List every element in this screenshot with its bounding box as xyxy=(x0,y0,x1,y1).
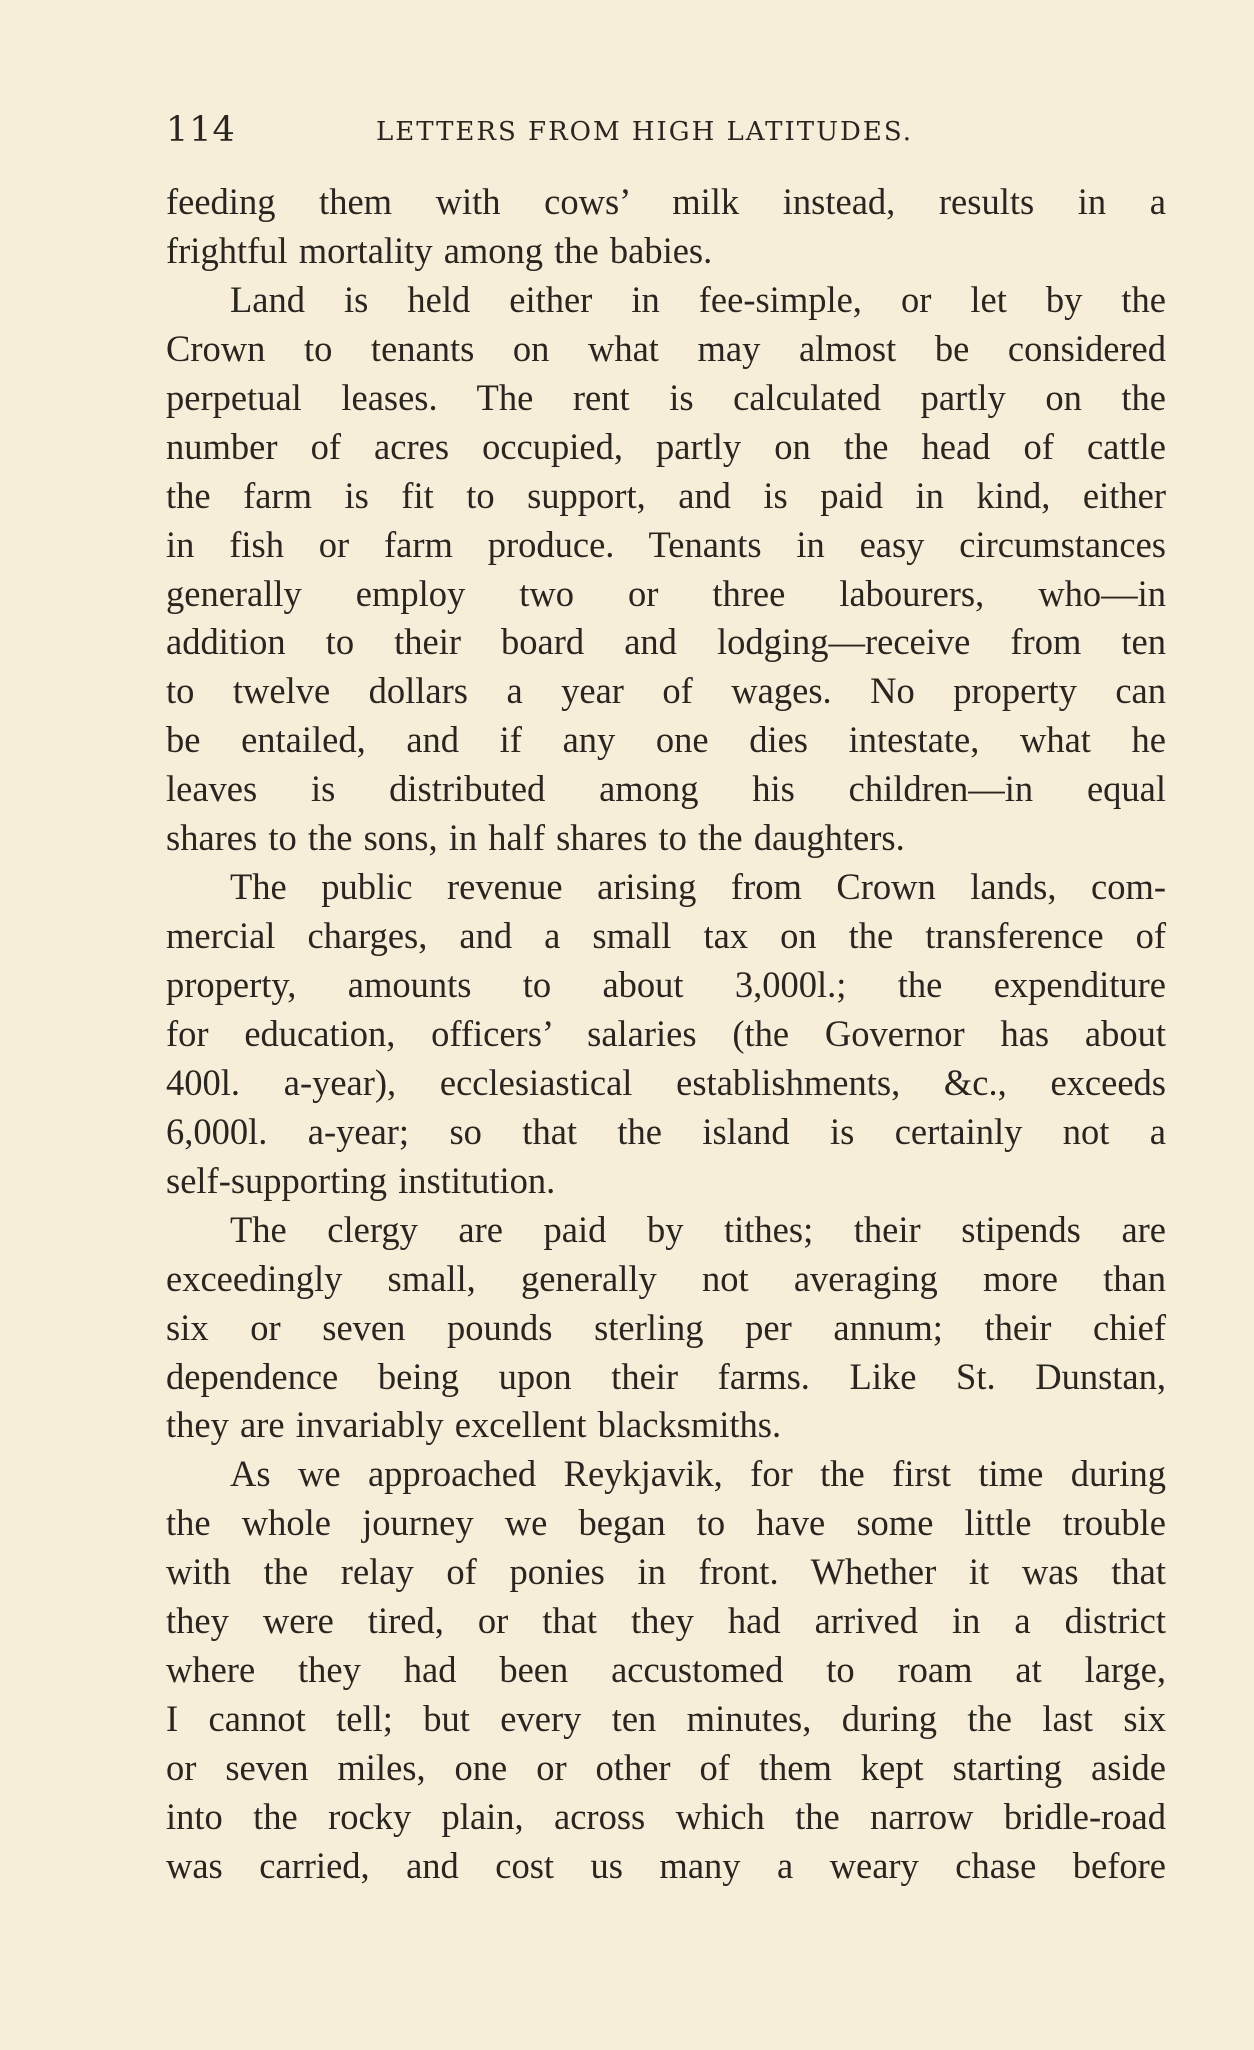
text-line: shares to the sons, in half shares to the daughters. xyxy=(166,817,905,859)
text-line: exceedingly small, generally not averaging more than xyxy=(166,1257,1166,1299)
text-line: or seven miles, one or other of them kept starting aside xyxy=(166,1747,1166,1788)
text-line: where they had been accustomed to roam at large, xyxy=(166,1649,1166,1691)
text-line: for education, officers’ salaries (the Governor has about xyxy=(166,1012,1166,1054)
running-title: LETTERS FROM HIGH LATITUDES. xyxy=(376,117,913,147)
page-number: 114 xyxy=(166,110,236,150)
text-line: mercial charges, and a small tax on the transference of xyxy=(166,915,1166,957)
text-line: into the rocky plain, across which the narrow bridle-road xyxy=(166,1795,1166,1837)
text-line: I cannot tell; but every ten minutes, during the last six xyxy=(166,1698,1166,1740)
text-line: to twelve dollars a year of wages. No property can xyxy=(166,670,1166,712)
body-text xyxy=(166,178,1166,1891)
text-line: 400l. a-year), ecclesiastical establishments, &c., exceeds xyxy=(166,1061,1166,1103)
paragraph-first-line: As we approached Reykjavik, for the first time during xyxy=(230,1453,1166,1495)
text-line: the whole journey we began to have some little trouble xyxy=(166,1502,1166,1544)
text-line: be entailed, and if any one dies intestate, what he xyxy=(166,719,1166,761)
text-line: number of acres occupied, partly on the head of cattle xyxy=(166,425,1166,467)
text-line: they are invariably excellent blacksmiths. xyxy=(166,1404,782,1446)
text-line: dependence being upon their farms. Like St. Dunstan, xyxy=(166,1355,1166,1397)
text-line: feeding them with cows’ milk instead, results in a xyxy=(166,181,1166,222)
text-line: property, amounts to about 3,000l.; the expenditure xyxy=(166,964,1166,1005)
text-line: with the relay of ponies in front. Whether it was that xyxy=(166,1551,1166,1593)
text-line: was carried, and cost us many a weary chase before xyxy=(166,1844,1166,1886)
text-line: leaves is distributed among his children—in equal xyxy=(166,768,1166,810)
text-line: Crown to tenants on what may almost be considered xyxy=(166,327,1166,369)
paragraph-first-line: The public revenue arising from Crown lands, com- xyxy=(230,866,1166,908)
text-line: frightful mortality among the babies. xyxy=(166,229,713,271)
text-line: perpetual leases. The rent is calculated partly on the xyxy=(166,376,1166,418)
text-line: addition to their board and lodging—receive from ten xyxy=(166,621,1166,663)
text-line: the farm is fit to support, and is paid in kind, either xyxy=(166,474,1166,516)
text-line: generally employ two or three labourers, who—in xyxy=(166,572,1166,614)
text-line: self-supporting institution. xyxy=(166,1159,556,1201)
text-line: they were tired, or that they had arrived in a district xyxy=(166,1600,1166,1642)
text-line: six or seven pounds sterling per annum; their chief xyxy=(166,1306,1166,1348)
running-head xyxy=(166,108,1166,152)
text-line: 6,000l. a-year; so that the island is certainly not a xyxy=(166,1110,1166,1152)
paragraph-first-line: Land is held either in fee-simple, or let by the xyxy=(230,278,1166,320)
paragraph-first-line: The clergy are paid by tithes; their stipends are xyxy=(230,1208,1166,1250)
text-line: in fish or farm produce. Tenants in easy circumstances xyxy=(166,523,1166,565)
